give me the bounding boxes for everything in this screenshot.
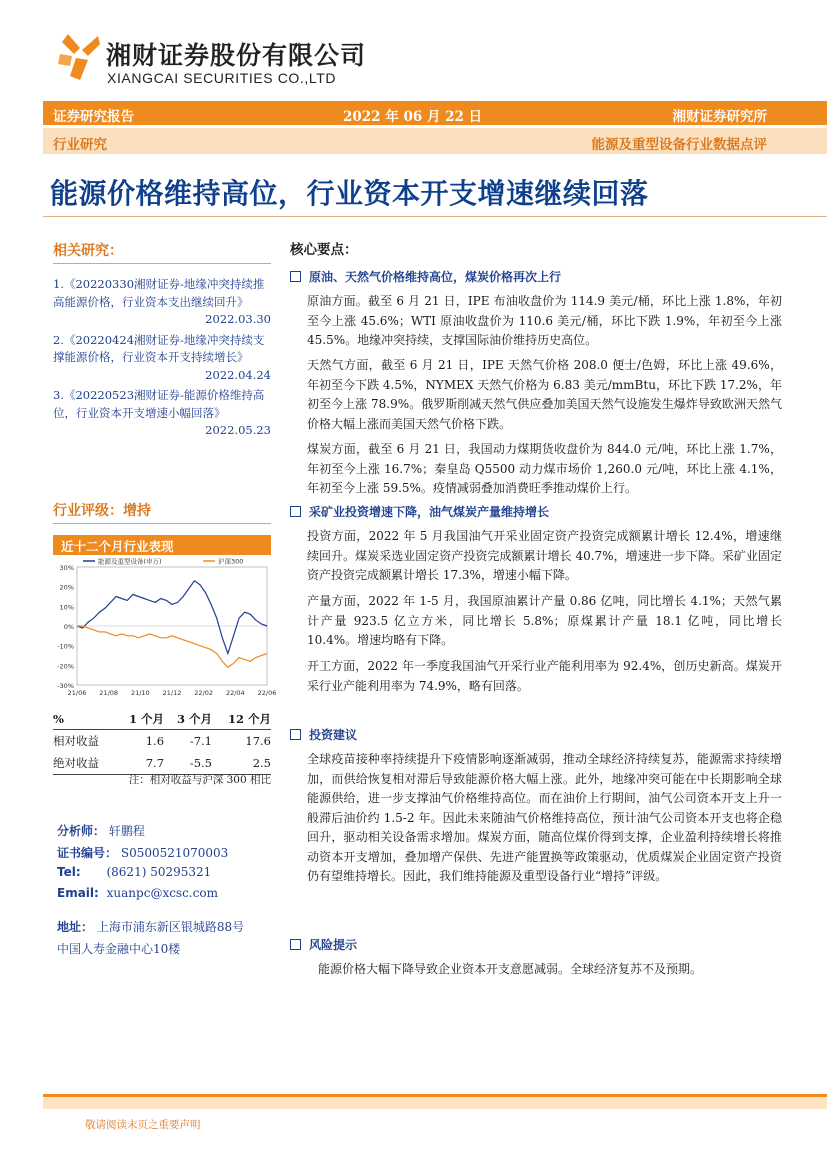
section-heading [290,936,357,953]
y-tick-label: 0% [63,623,74,631]
section-heading-text: 采矿业投资增速下降，油气煤炭产量维持增长 [309,505,550,519]
analyst-address-line2-text: 中国人寿金融中心10楼 [57,942,181,956]
table-header: % [53,709,116,730]
table-cell: 相对收益 [53,734,99,748]
series-line [77,581,267,654]
paragraph: 开工方面，2022 年一季度我国油气开采行业产能利用率为 92.4%，创历史新高。煤炭开采行业产能利用率为 74.9%，略有回落。 [307,659,782,693]
header-band-bottom [43,128,827,154]
analyst-name-value: 轩鹏程 [108,824,145,838]
page-title: 能源价格维持高位，行业资本开支增速继续回落 [50,177,649,210]
title-divider [43,216,827,217]
related-item-title: 3.《20220523湘财证券-能源价格维持高位，行业资本开支增速小幅回落》 [53,388,265,420]
related-item-date: 2022.03.30 [205,312,271,326]
performance-table [53,709,271,775]
y-tick-label: -10% [57,642,74,651]
report-type: 证券研究报告 [53,109,134,125]
company-name-cn: 湘财证券股份有限公司 [106,41,367,70]
y-tick-label: -20% [57,662,74,671]
table-cell: 绝对收益 [53,752,116,775]
institute-name: 湘财证券研究所 [672,109,767,125]
x-tick-label: 21/06 [67,689,87,697]
rating-divider [53,523,271,524]
related-divider [53,263,271,264]
analyst-cert [57,844,228,861]
related-item-date: 2022.05.23 [205,423,271,437]
header-band-top [43,101,827,125]
analyst-cert-label: 证书编号： [57,846,118,860]
report-subcategory: 能源及重型设备行业数据点评 [591,137,767,153]
legend-label: 能源及重型设备(申万) [98,557,162,566]
section-heading [290,503,549,520]
paragraph: 能源价格大幅下降导致企业资本开支意愿减弱。全球经济复苏不及预期。 [318,962,703,976]
performance-chart [53,555,277,703]
related-item[interactable] [53,276,271,329]
company-name-en: XIANGCAI SECURITIES CO.,LTD [107,70,337,86]
report-date: 2022 年 06 月 22 日 [343,109,483,125]
analyst-address-label: 地址： [57,920,94,934]
analyst-name [57,822,145,839]
series-line [77,626,267,667]
x-tick-label: 21/12 [162,689,182,697]
related-research [53,240,271,440]
rating-label: 行业评级：增持 [53,503,151,519]
performance-note: 注：相对收益与沪深 300 相比 [128,774,271,786]
x-tick-label: 22/02 [194,689,214,697]
analyst-address-line1: 上海市浦东新区银城路88号 [96,920,245,934]
analyst-email-link[interactable]: xuanpc@xcsc.com [106,886,218,900]
y-tick-label: 10% [59,603,74,612]
analyst-address-line2 [57,940,180,957]
analyst-tel [57,865,211,879]
performance-heading: 近十二个月行业表现 [53,535,271,555]
table-cell: -5.5 [164,752,212,775]
core-points-title: 核心要点： [290,242,358,258]
paragraph: 煤炭方面，截至 6 月 21 日，我国动力煤期货收盘价为 844.0 元/吨，环比上涨 1.7%，年初至今上涨 16.7%；秦皇岛 Q5500 动力煤市场价 1,260.0 元/吨，环比上涨 4.1%，年初至今上涨 59.5%。疫情减弱叠加消费旺季推动煤价上行。 [307,442,782,495]
checkbox-bullet-icon [290,271,301,282]
x-tick-label: 21/08 [99,689,119,697]
analyst-cert-value: S0500521070003 [120,846,229,860]
section-heading [290,268,561,285]
section-heading-text: 原油、天然气价格维持高位，煤炭价格再次上行 [309,270,562,284]
related-heading: 相关研究： [53,243,123,259]
table-cell: -7.1 [189,734,213,748]
paragraph: 投资方面，2022 年 5 月我国油气开采业固定资产投资完成额累计增长 12.4%，增速继续回升。煤炭采选业固定资产投资完成额累计增长 40.7%，增速进一步下降。采矿业固定资产投资完成额累计增长 17.3%，增速小幅下降。 [307,529,782,582]
section-heading-text: 投资建议 [309,728,358,742]
table-header: 12 个月 [212,709,271,730]
x-tick-label: 22/06 [257,689,277,697]
section-heading-text: 风险提示 [309,938,358,952]
industry-rating [53,500,271,524]
table-cell: 7.7 [116,752,164,775]
analyst-email [57,886,218,900]
report-category: 行业研究 [53,137,107,153]
analyst-email-label: Email: [57,886,99,900]
section-heading [290,726,357,743]
table-cell: 2.5 [212,752,271,775]
related-item-date: 2022.04.24 [205,367,271,382]
table-cell: 17.6 [245,734,271,748]
analyst-tel-value: (8621) 50295321 [106,865,212,879]
related-item[interactable] [53,387,271,440]
table-cell: 1.6 [145,734,165,748]
y-tick-label: 20% [59,583,74,592]
analyst-address [57,918,244,935]
checkbox-bullet-icon [290,506,301,517]
paragraph: 全球疫苗接种率持续提升下疫情影响逐渐减弱，推动全球经济持续复苏，能源需求持续增加，而供给恢复相对滞后导致能源价格大幅上涨。此外，地缘冲突可能在中长期影响全球能源供给，进一步支撑油气价格维持高位。而在油价上行期间，油气公司资本开支上升一般滞后油价约 1.5-2 年。因此未来随油气价格维持高位，预计油气公司资本开支也将企稳回升，驱动相关设备需求增加。煤炭方面，随高位煤价得到支撑，企业盈利持续增长将推动资本开支增加，叠加增产保供、先进产能置换等政策驱动，优质煤炭企业固定资产投资仍有望维持增长。因此，我们维持能源及重型设备行业“增持”评级。 [307,752,782,883]
table-row [53,730,271,753]
company-logo-icon [58,32,102,82]
analyst-tel-label: Tel: [57,865,81,879]
checkbox-bullet-icon [290,939,301,950]
related-item[interactable] [53,332,271,385]
analyst-name-label: 分析师： [57,824,106,838]
checkbox-bullet-icon [290,729,301,740]
legend-label: 沪深300 [218,557,244,566]
related-item-title: 1.《20220330湘财证券-地缘冲突持续推高能源价格，行业资本支出继续回升》 [53,277,265,309]
x-tick-label: 22/04 [225,689,245,697]
footer-disclaimer-note[interactable]: 敬请阅读末页之重要声明 [85,1119,201,1131]
table-header: 1 个月 [116,709,164,730]
footer-band [43,1097,827,1109]
table-header-row [53,709,271,730]
table-header: 3 个月 [164,709,212,730]
y-tick-label: -30% [57,682,74,690]
paragraph: 原油方面。截至 6 月 21 日，IPE 布油收盘价为 114.9 美元/桶，环比上涨 1.8%，年初至今上涨 45.6%；WTI 原油收盘价为 110.6 美元/桶，环比下跌 1.9%，年初至今上涨 45.5%。地缘冲突持续，支撑国际油价维持历史高位。 [307,294,782,347]
related-item-title: 2.《20220424湘财证券-地缘冲突持续支撑能源价格，行业资本开支持续增长》 [53,332,265,364]
x-tick-label: 21/10 [130,689,150,697]
paragraph: 产量方面，2022 年 1-5 月，我国原油累计产量 0.86 亿吨，同比增长 4.1%；天然气累计产量 923.5 亿立方米，同比增长 5.8%；原煤累计产量 18.1 亿吨，同比增长 10.4%。增速均略有下降。 [307,594,782,647]
paragraph: 天然气方面，截至 6 月 21 日，IPE 天然气价格 208.0 便士/色姆，环比上涨 49.6%，年初至今下跌 4.5%，NYMEX 天然气价格为 6.83 美元/mmBtu，环比下跌 17.2%，年初至今上涨 78.9%。俄罗斯削减天然气供应叠加美国天然气设施发生爆炸导致欧洲天然气价格大幅上涨而美国天然气价格下跌。 [307,358,782,431]
y-tick-label: 30% [59,564,74,572]
